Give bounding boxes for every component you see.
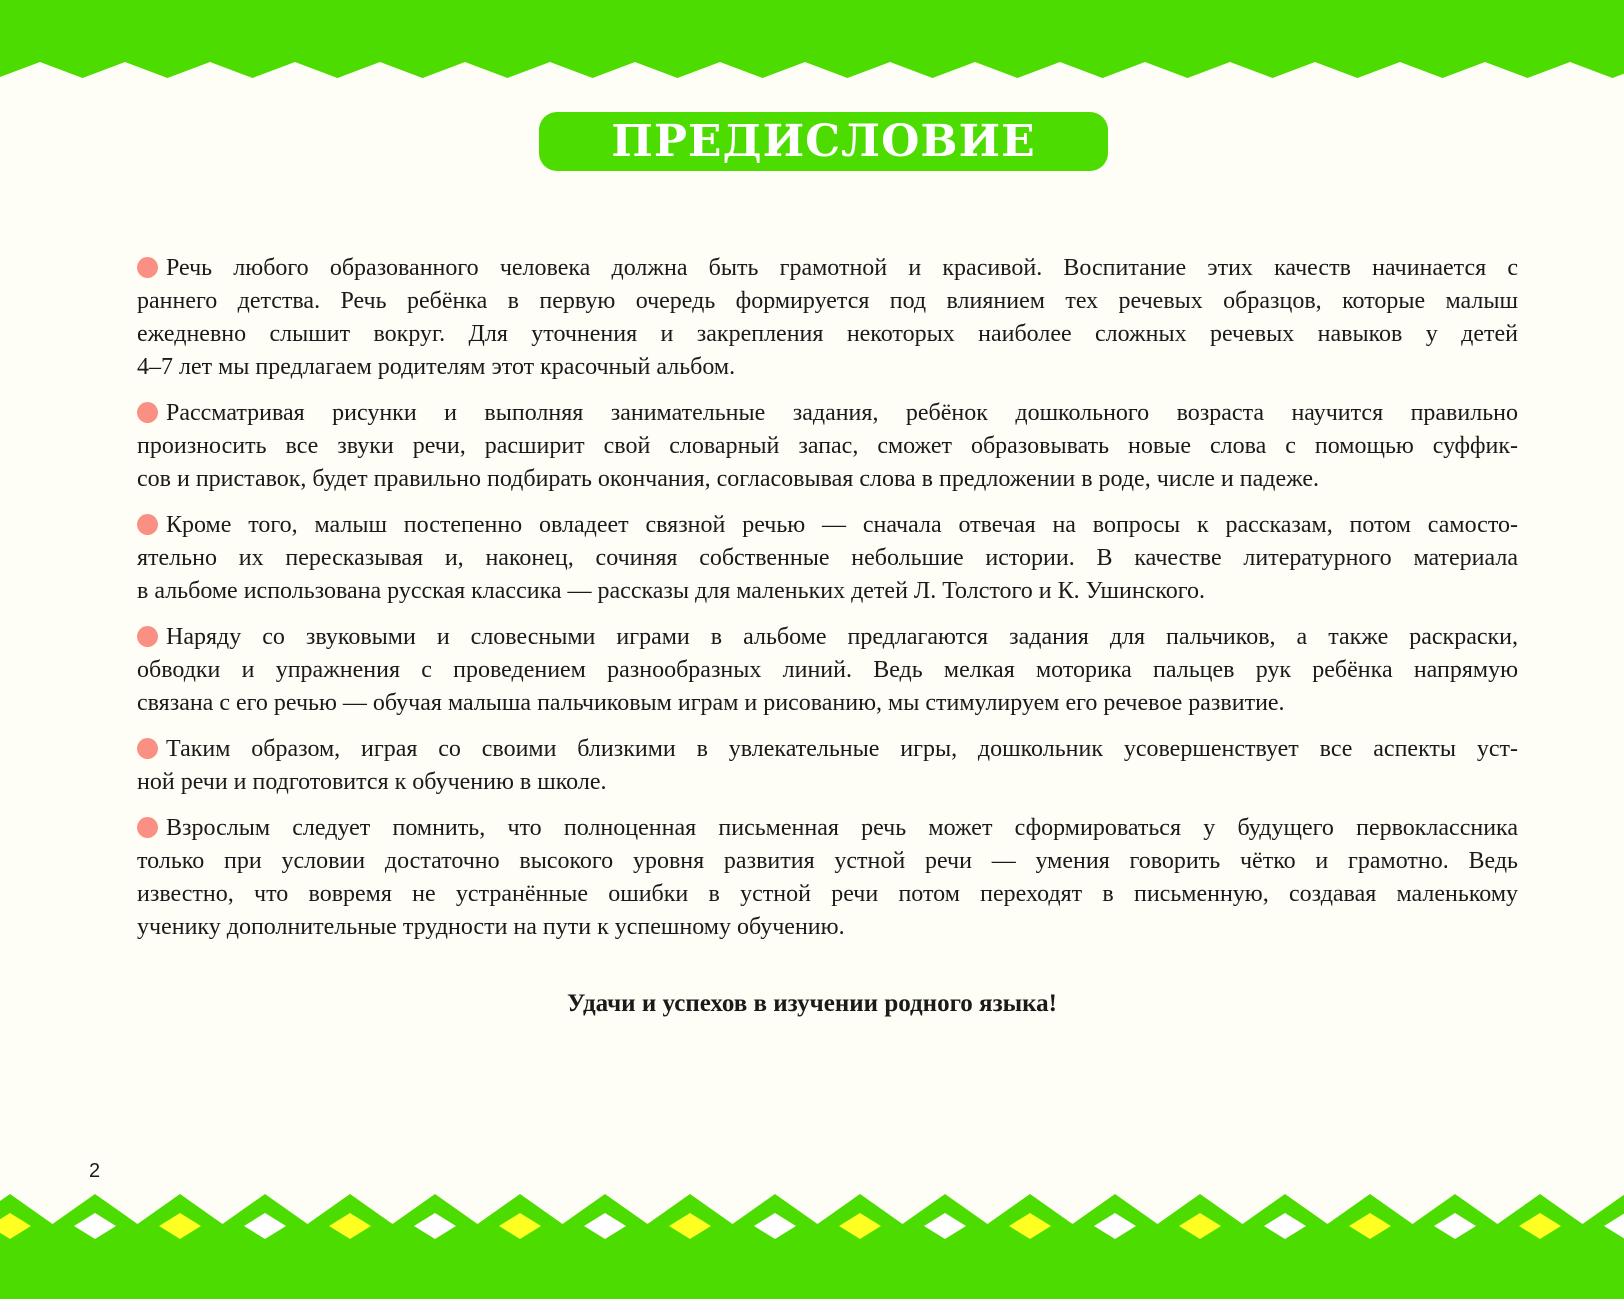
bullet-dot-icon [137,402,158,423]
text-line-content: Кроме того, малыш постепенно овладеет связной речью — сначала отвечая на вопросы к рассказам, потом самосто- [166,512,1518,538]
text-line [137,509,1518,542]
closing-line: Удачи и успехов в изучении родного языка! [567,990,1057,1017]
text-line [137,542,1518,575]
bullet-dot-icon [137,626,158,647]
bullet-dot-icon [137,738,158,759]
text-line-content: сов и приставок, будет правильно подбирать окончания, согласовывая слова в предложении в роде, числе и падеже. [137,466,1320,492]
text-line-content: в альбоме использована русская классика — рассказы для маленьких детей Л. Толстого и К. Ушинского. [137,578,1206,604]
text-line-content: Речь любого образованного человека должна быть грамотной и красивой. Воспитание этих качеств начинается с [166,255,1518,281]
text-line [137,430,1518,463]
text-line [137,687,1518,720]
paragraph [137,621,1518,720]
paragraph [137,252,1518,384]
text-line [137,733,1518,766]
text-line-content: Взрослым следует помнить, что полноценная письменная речь может сформироваться у будущего первоклассника [166,815,1518,841]
text-line-content: произносить все звуки речи, расширит свой словарный запас, сможет образовывать новые слова с помощью суффик- [137,433,1518,459]
text-line [137,463,1518,496]
text-line-content: ятельно их пересказывая и, наконец, сочиняя собственные небольшие истории. В качестве литературного материала [137,545,1518,571]
text-line [137,285,1518,318]
text-line [137,845,1518,878]
text-line-content: обводки и упражнения с проведением разнообразных линий. Ведь мелкая моторика пальцев рук ребёнка напрямую [137,657,1518,683]
text-line [137,397,1518,430]
bullet-dot-icon [137,257,158,278]
text-line [137,911,1518,944]
bottom-wave-border [0,1180,1624,1299]
paragraph [137,812,1518,944]
text-line-content: ученику дополнительные трудности на пути к успешному обучению. [137,914,845,940]
bottom-wave-shape [0,1194,1624,1299]
text-line [137,252,1518,285]
text-line-content: только при условии достаточно высокого уровня развития устной речи — умения говорить чётко и грамотно. Ведь [137,848,1518,874]
text-line-content: известно, что вовремя не устранённые ошибки в устной речи потом переходят в письменную, создавая маленькому [137,881,1518,907]
top-wave-border [0,0,1624,90]
paragraph [137,733,1518,799]
page-title: ПРЕДИСЛОВИЕ [611,116,1036,167]
text-line-content: раннего детства. Речь ребёнка в первую очередь формируется под влиянием тех речевых образцов, которые малыш [137,288,1518,314]
text-line [137,351,1518,384]
text-line-content: Таким образом, играя со своими близкими в увлекательные игры, дошкольник усовершенствует все аспекты уст- [166,736,1518,762]
page-number: 2 [89,1160,101,1182]
text-line [137,621,1518,654]
title-banner [539,112,1108,171]
text-line [137,654,1518,687]
text-line-content: ной речи и подготовится к обучению в школе. [137,769,607,795]
text-line-content: ежедневно слышит вокруг. Для уточнения и закрепления некоторых наиболее сложных речевых навыков у детей [137,321,1518,347]
text-line [137,575,1518,608]
text-line [137,318,1518,351]
text-line [137,878,1518,911]
top-wave-shape [0,0,1624,78]
text-line-content: Рассматривая рисунки и выполняя занимательные задания, ребёнок дошкольного возраста научится правильно [166,400,1518,426]
paragraph [137,397,1518,496]
text-line-content: Наряду со звуковыми и словесными играми в альбоме предлагаются задания для пальчиков, а также раскраски, [166,624,1518,650]
bullet-dot-icon [137,514,158,535]
text-line [137,812,1518,845]
preface-body [137,252,1518,957]
text-line [137,766,1518,799]
bullet-dot-icon [137,817,158,838]
paragraph [137,509,1518,608]
text-line-content: 4–7 лет мы предлагаем родителям этот красочный альбом. [137,354,736,380]
text-line-content: связана с его речью — обучая малыша пальчиковым играм и рисованию, мы стимулируем его речевое развитие. [137,690,1285,716]
